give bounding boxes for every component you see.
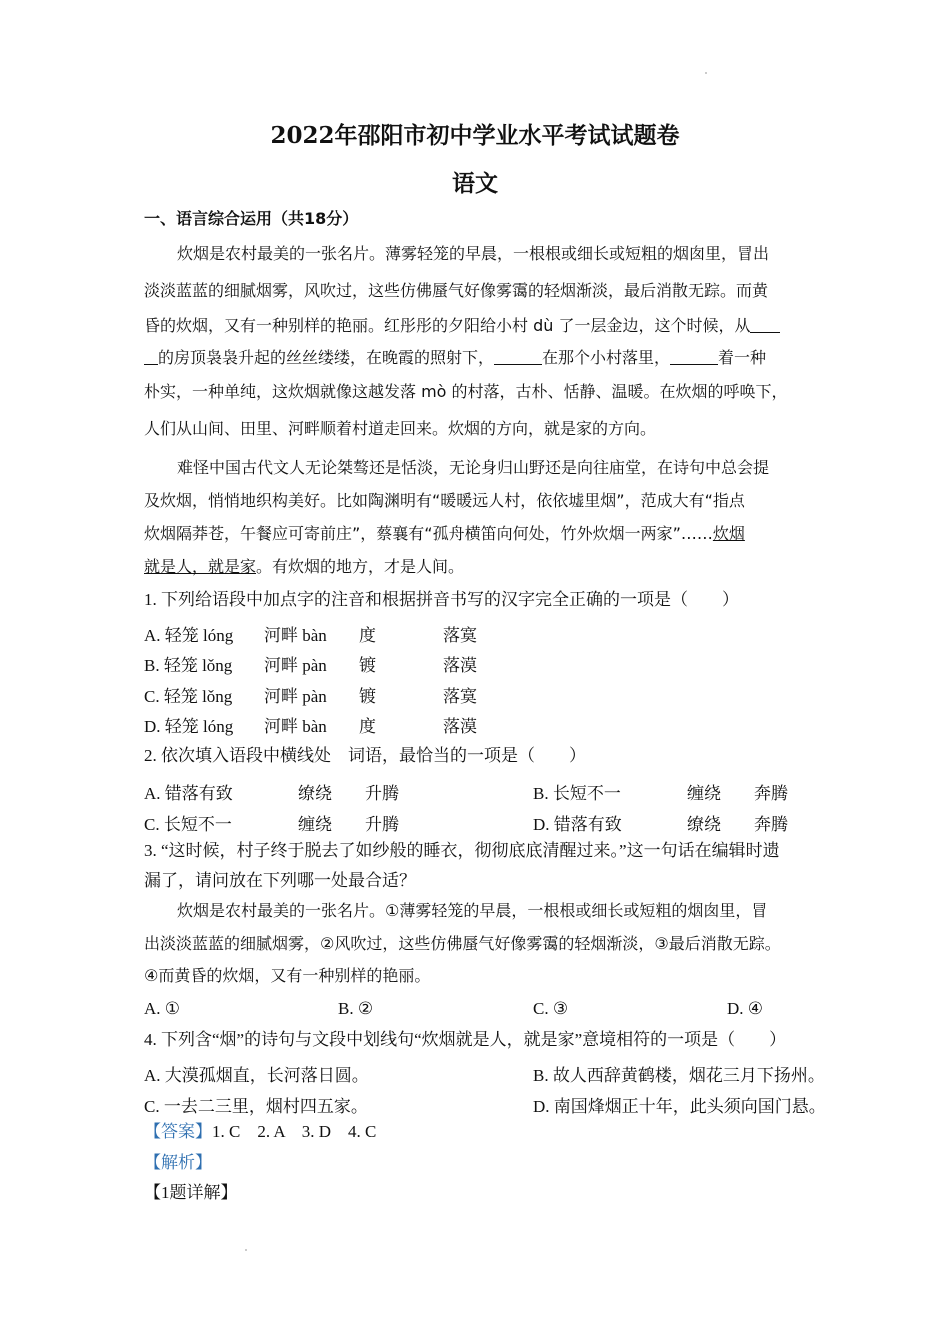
q4-option-a: A. 大漠孤烟直，长河落日圆。 <box>144 1066 369 1085</box>
passage1-line-4c: 着一种 <box>718 348 767 367</box>
q4-stem: 4. 下列含“烟”的诗句与文段中划线句“炊烟就是人，就是家”意境相符的一项是（ ） <box>144 1030 787 1049</box>
blank-2 <box>494 348 542 365</box>
blank-1a <box>750 316 780 333</box>
q2-option-c-1: C. 长短不一 <box>144 815 232 834</box>
passage2-line-4-text: 。有炊烟的地方，才是人间。 <box>256 557 465 576</box>
q1-option-b-2: 河畔 pàn <box>264 656 327 675</box>
passage1-line-5: 朴实，一种单纯，这炊烟就像这越发落 mò 的村落，古朴、恬静、温暖。在炊烟的呼唤下， <box>144 382 788 401</box>
q1-option-d-1: D. 轻笼 lóng <box>144 717 234 736</box>
answer-label: 【答案】 <box>144 1122 212 1141</box>
q3-option-b: B. ② <box>338 999 374 1018</box>
q3-stem-line-1: 3. “这时候，村子终于脱去了如纱般的睡衣，彻彻底底清醒过来。”这一句话在编辑时遗 <box>144 841 780 860</box>
passage1-line-3 <box>144 316 780 336</box>
passage1-line-4a: 的房顶袅袅升起的丝丝缕缕，在晚霞的照射下， <box>158 348 495 367</box>
passage2-line-3-text: 炊烟隔莽苍，午餐应可寄前庄”，蔡襄有“孤舟横笛向何处，竹外炊烟一两家”…… <box>144 524 713 543</box>
q2-option-d-1: D. 错落有致 <box>533 815 622 834</box>
q2-option-d-2: 缭绕 <box>687 815 721 834</box>
q3-passage-line-3: ④而黄昏的炊烟，又有一种别样的艳丽。 <box>144 966 431 985</box>
blank-3 <box>670 348 718 365</box>
q1-option-d-4: 落漠 <box>443 717 477 736</box>
q1-option-c-1: C. 轻笼 lǒng <box>144 687 233 706</box>
blank-1b <box>144 348 158 365</box>
passage2-line-4 <box>144 557 464 577</box>
q2-option-a-2: 缭绕 <box>298 784 332 803</box>
q1-option-a-1: A. 轻笼 lóng <box>144 626 234 645</box>
exam-title: 2022年邵阳市初中学业水平考试试题卷 <box>270 122 680 149</box>
analysis-label: 【解析】 <box>144 1153 212 1172</box>
q1-option-b-4: 落漠 <box>443 656 477 675</box>
passage2-line-2: 及炊烟，悄悄地织构美好。比如陶渊明有“暖暖远人村，依依墟里烟”，范成大有“指点 <box>144 491 745 510</box>
q1-option-a-3: 度 <box>359 626 376 645</box>
q3-option-d: D. ④ <box>727 999 764 1018</box>
subject-title: 语文 <box>452 170 498 197</box>
answer-line <box>144 1122 376 1142</box>
q3-passage-line-1: 炊烟是农村最美的一张名片。①薄雾轻笼的早晨，一根根或细长或短粗的烟囱里，冒 <box>177 901 768 920</box>
q2-option-b-1: B. 长短不一 <box>533 784 621 803</box>
q2-option-a-3: 升腾 <box>365 784 399 803</box>
passage1-line-4 <box>144 348 766 368</box>
q1-option-a-2: 河畔 bàn <box>264 626 327 645</box>
q1-stem: 1. 下列给语段中加点字的注音和根据拼音书写的汉字完全正确的一项是（ ） <box>144 590 739 609</box>
passage2-line-3 <box>144 524 745 544</box>
answer-text: 1. C 2. A 3. D 4. C <box>212 1122 377 1141</box>
passage1-line-3-text: 昏的炊烟，又有一种别样的艳丽。红彤彤的夕阳给小村 dù 了一层金边，这个时候，从 <box>144 316 751 335</box>
q4-option-d: D. 南国烽烟正十年，此头须向国门悬。 <box>533 1097 826 1116</box>
underlined-sentence-b: 就是人，就是家 <box>144 557 257 576</box>
section-heading: 一、语言综合运用（共18分） <box>144 209 359 228</box>
passage1-line-4b: 在那个小村落里， <box>542 348 671 367</box>
q1-option-b-3: 镀 <box>359 656 376 675</box>
scan-dot <box>245 1249 247 1251</box>
q2-option-c-2: 缠绕 <box>298 815 332 834</box>
q3-option-a: A. ① <box>144 999 181 1018</box>
q1-option-b-1: B. 轻笼 lǒng <box>144 656 233 675</box>
q3-option-c: C. ③ <box>533 999 569 1018</box>
q2-option-d-3: 奔腾 <box>754 815 788 834</box>
detail-label: 【1题详解】 <box>144 1183 238 1202</box>
q1-option-d-2: 河畔 bàn <box>264 717 327 736</box>
q1-option-c-3: 镀 <box>359 687 376 706</box>
passage1-line-6: 人们从山间、田里、河畔顺着村道走回来。炊烟的方向，就是家的方向。 <box>144 419 657 438</box>
scan-dot <box>705 72 707 74</box>
passage1-line-2: 淡淡蓝蓝的细腻烟雾，风吹过，这些仿佛蜃气好像雾霭的轻烟渐淡，最后消散无踪。而黄 <box>144 281 769 300</box>
q1-option-a-4: 落寞 <box>443 626 477 645</box>
q3-stem-line-2: 漏了，请问放在下列哪一处最合适？ <box>144 871 416 890</box>
q2-stem: 2. 依次填入语段中横线处 词语，最恰当的一项是（ ） <box>144 746 586 765</box>
q4-option-b: B. 故人西辞黄鹤楼，烟花三月下扬州。 <box>533 1066 825 1085</box>
passage2-line-1: 难怪中国古代文人无论桀骜还是恬淡，无论身归山野还是向往庙堂，在诗句中总会提 <box>177 458 770 477</box>
q1-option-c-2: 河畔 pàn <box>264 687 327 706</box>
q2-option-c-3: 升腾 <box>365 815 399 834</box>
q2-option-b-3: 奔腾 <box>754 784 788 803</box>
q2-option-b-2: 缠绕 <box>687 784 721 803</box>
q1-option-c-4: 落寞 <box>443 687 477 706</box>
passage1-line-1: 炊烟是农村最美的一张名片。薄雾轻笼的早晨，一根根或细长或短粗的烟囱里，冒出 <box>177 244 770 263</box>
q3-passage-line-2: 出淡淡蓝蓝的细腻烟雾，②风吹过，这些仿佛蜃气好像雾霭的轻烟渐淡，③最后消散无踪。 <box>144 934 781 953</box>
underlined-sentence-a: 炊烟 <box>712 524 745 543</box>
q1-option-d-3: 度 <box>359 717 376 736</box>
q2-option-a-1: A. 错落有致 <box>144 784 233 803</box>
q4-option-c: C. 一去二三里，烟村四五家。 <box>144 1097 368 1116</box>
